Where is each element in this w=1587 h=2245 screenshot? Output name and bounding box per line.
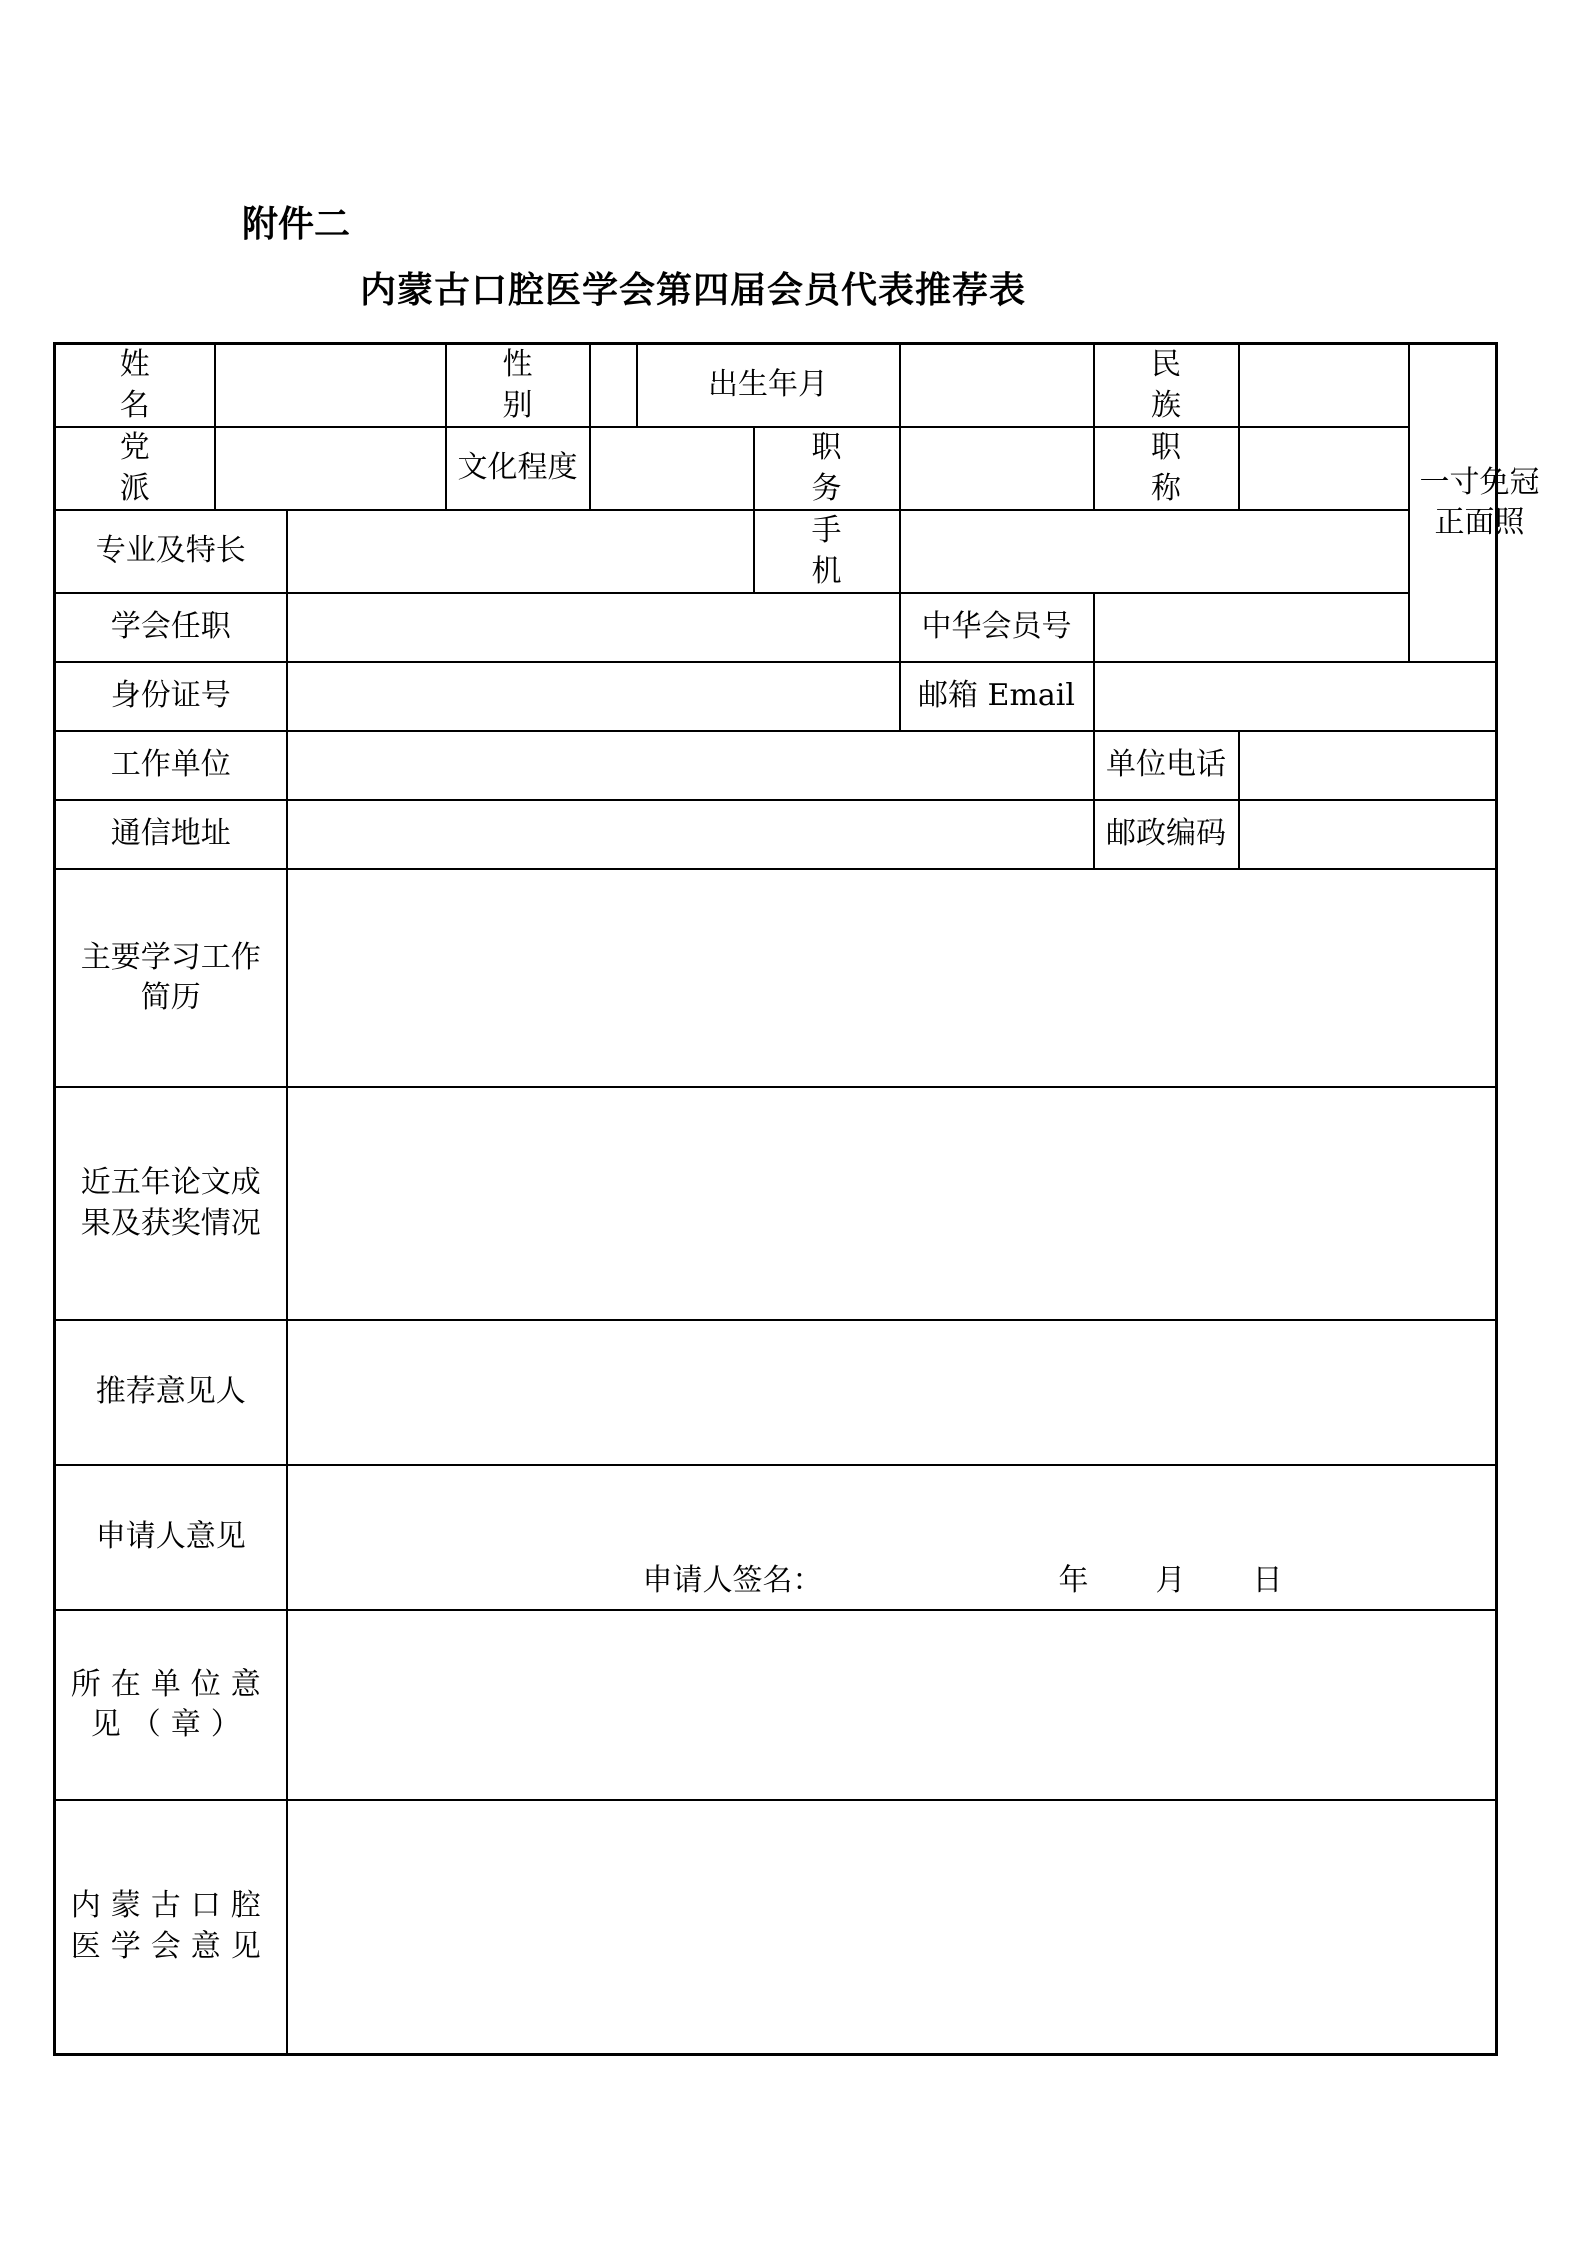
field-id-no[interactable] <box>287 662 900 731</box>
field-applicant-opinion[interactable] <box>287 1465 1497 1610</box>
label-position: 职 务 <box>754 427 900 510</box>
table-row <box>55 1800 1497 2054</box>
field-email[interactable] <box>1094 662 1497 731</box>
field-gender[interactable] <box>590 344 637 428</box>
table-row <box>55 1465 1497 1610</box>
label-title: 职 称 <box>1094 427 1239 510</box>
field-position[interactable] <box>900 427 1094 510</box>
field-society-post[interactable] <box>287 593 900 662</box>
field-resume[interactable] <box>287 869 1497 1087</box>
photo-box: 一寸免冠 正面照 <box>1409 344 1497 663</box>
label-party: 党 派 <box>55 427 215 510</box>
table-row <box>55 662 1497 731</box>
table-row <box>55 800 1497 869</box>
label-gender: 性 别 <box>446 344 590 428</box>
label-recommender: 推荐意见人 <box>55 1320 287 1465</box>
label-specialty: 专业及特长 <box>55 510 287 593</box>
field-name[interactable] <box>215 344 446 428</box>
field-specialty[interactable] <box>287 510 754 593</box>
label-member-no: 中华会员号 <box>900 593 1094 662</box>
label-papers: 近五年论文成果及获奖情况 <box>55 1087 287 1320</box>
field-education[interactable] <box>590 427 754 510</box>
signature-month: 月 <box>1155 1562 1186 1598</box>
field-recommender[interactable] <box>287 1320 1497 1465</box>
label-work-phone: 单位电话 <box>1094 731 1239 800</box>
label-birth: 出生年月 <box>637 344 900 428</box>
field-work-phone[interactable] <box>1239 731 1497 800</box>
recommendation-form-table <box>53 342 1540 2056</box>
table-row <box>55 593 1497 662</box>
label-unit-opinion: 所在单位意见（章） <box>55 1610 287 1800</box>
label-postcode: 邮政编码 <box>1094 800 1239 869</box>
attachment-label: 附件二 <box>242 204 351 245</box>
signature-label: 申请人签名： <box>642 1562 823 1598</box>
table-row <box>55 1087 1497 1320</box>
form-title: 内蒙古口腔医学会第四届会员代表推荐表 <box>360 270 1027 311</box>
field-society-opinion[interactable] <box>287 1800 1497 2054</box>
label-address: 通信地址 <box>55 800 287 869</box>
table-row <box>55 1610 1497 1800</box>
field-employer[interactable] <box>287 731 1094 800</box>
table-row <box>55 1320 1497 1465</box>
label-name: 姓 名 <box>55 344 215 428</box>
label-society-opinion: 内蒙古口腔医学会意见 <box>55 1800 287 2054</box>
field-mobile[interactable] <box>900 510 1409 593</box>
field-birth[interactable] <box>900 344 1094 428</box>
table-row <box>55 731 1497 800</box>
field-member-no[interactable] <box>1094 593 1409 662</box>
field-address[interactable] <box>287 800 1094 869</box>
label-applicant-opinion: 申请人意见 <box>55 1465 287 1610</box>
field-ethnicity[interactable] <box>1239 344 1409 428</box>
label-employer: 工作单位 <box>55 731 287 800</box>
label-ethnicity: 民 族 <box>1094 344 1239 428</box>
field-title[interactable] <box>1239 427 1409 510</box>
signature-year: 年 <box>1058 1562 1089 1598</box>
table-row <box>55 427 1497 510</box>
signature-day: 日 <box>1252 1562 1283 1598</box>
label-mobile: 手 机 <box>754 510 900 593</box>
field-postcode[interactable] <box>1239 800 1497 869</box>
field-party[interactable] <box>215 427 446 510</box>
field-papers[interactable] <box>287 1087 1497 1320</box>
label-id-no: 身份证号 <box>55 662 287 731</box>
label-education: 文化程度 <box>446 427 590 510</box>
label-society-post: 学会任职 <box>55 593 287 662</box>
table-row <box>55 344 1497 428</box>
table-row <box>55 510 1497 593</box>
label-resume: 主要学习工作简历 <box>55 869 287 1087</box>
label-email: 邮箱 Email <box>900 662 1094 731</box>
table-row <box>55 869 1497 1087</box>
field-unit-opinion[interactable] <box>287 1610 1497 1800</box>
